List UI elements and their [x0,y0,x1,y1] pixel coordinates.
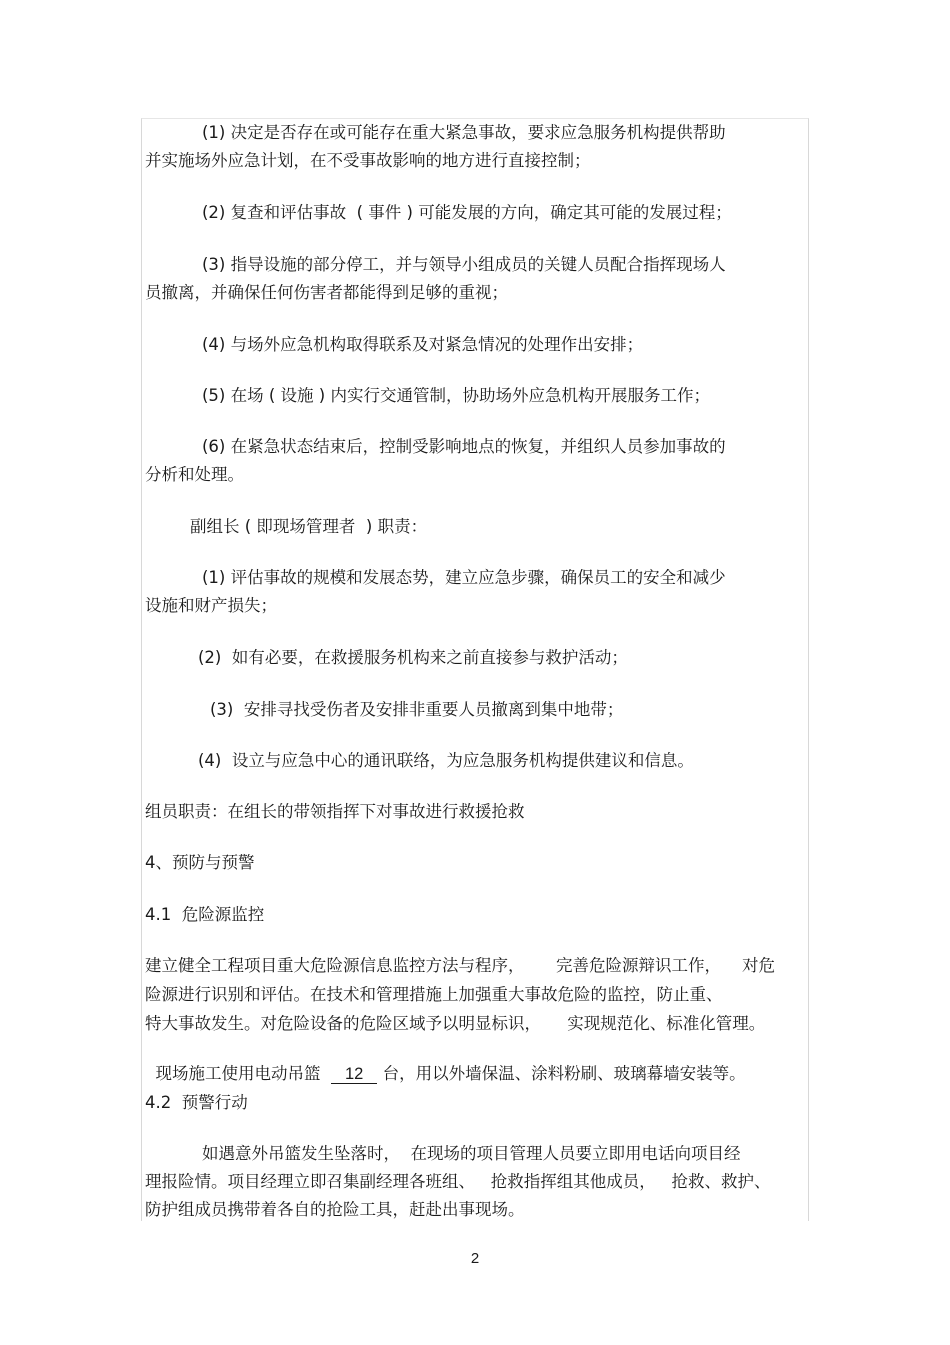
text-segment: 台，用以外墙保温、涂料粉刷、玻璃幕墙安装等。 [377,1064,746,1083]
text-line: 分析和处理。 [145,465,244,484]
subsection-heading: 4.1 危险源监控 [145,905,265,924]
text-line: (3) 安排寻找受伤者及安排非重要人员撤离到集中地带； [210,700,624,719]
text-line: 组员职责：在组长的带领指挥下对事故进行救援抢救 [145,802,525,821]
text-line: (2) 如有必要，在救援服务机构来之前直接参与救护活动； [198,648,628,667]
text-line: 并实施场外应急计划，在不受事故影响的地方进行直接控制； [145,151,591,170]
text-line: 建立健全工程项目重大危险源信息监控方法与程序， 完善危险源辩识工作， 对危 [145,956,775,975]
text-line [145,1041,746,1085]
page-number: 2 [470,1250,480,1267]
underlined-count: 12 [331,1065,377,1084]
text-line: (4) 与场外应急机构取得联系及对紧急情况的处理作出安排； [202,335,644,354]
text-line: 防护组成员携带着各自的抢险工具，赶赴出事现场。 [145,1200,525,1219]
section-heading: 4、预防与预警 [145,853,255,872]
section-heading: 副组长 ( 即现场管理者 ) 职责： [190,517,428,536]
text-line: (3) 指导设施的部分停工，并与领导小组成员的关键人员配合指挥现场人 [202,255,726,274]
text-line: (5) 在场 ( 设施 ) 内实行交通管制，协助场外应急机构开展服务工作； [202,386,710,405]
text-line: (2) 复查和评估事故 ( 事件 ) 可能发展的方向，确定其可能的发展过程； [202,203,732,222]
subsection-heading: 4.2 预警行动 [145,1093,248,1112]
text-line: 特大事故发生。对危险设备的危险区域予以明显标识， 实现规范化、标准化管理。 [145,1014,766,1033]
text-line: 如遇意外吊篮发生坠落时， 在现场的项目管理人员要立即用电话向项目经 [202,1144,741,1163]
text-line: (4) 设立与应急中心的通讯联络，为应急服务机构提供建议和信息。 [198,751,694,770]
text-line: 员撤离，并确保任何伤害者都能得到足够的重视； [145,283,508,302]
text-line: (1) 决定是否存在或可能存在重大紧急事故，要求应急服务机构提供帮助 [202,123,726,142]
text-line: (6) 在紧急状态结束后，控制受影响地点的恢复，并组织人员参加事故的 [202,437,726,456]
text-line: 险源进行识别和评估。在技术和管理措施上加强重大事故危险的监控，防止重、 [145,985,723,1004]
text-line: (1) 评估事故的规模和发展态势，建立应急步骤，确保员工的安全和减少 [202,568,726,587]
text-segment: 现场施工使用电动吊篮 [155,1064,331,1083]
text-line: 理报险情。项目经理立即召集副经理各班组、 抢救指挥组其他成员， 抢救、救护、 [145,1172,771,1191]
text-line: 设施和财产损失； [145,596,277,615]
